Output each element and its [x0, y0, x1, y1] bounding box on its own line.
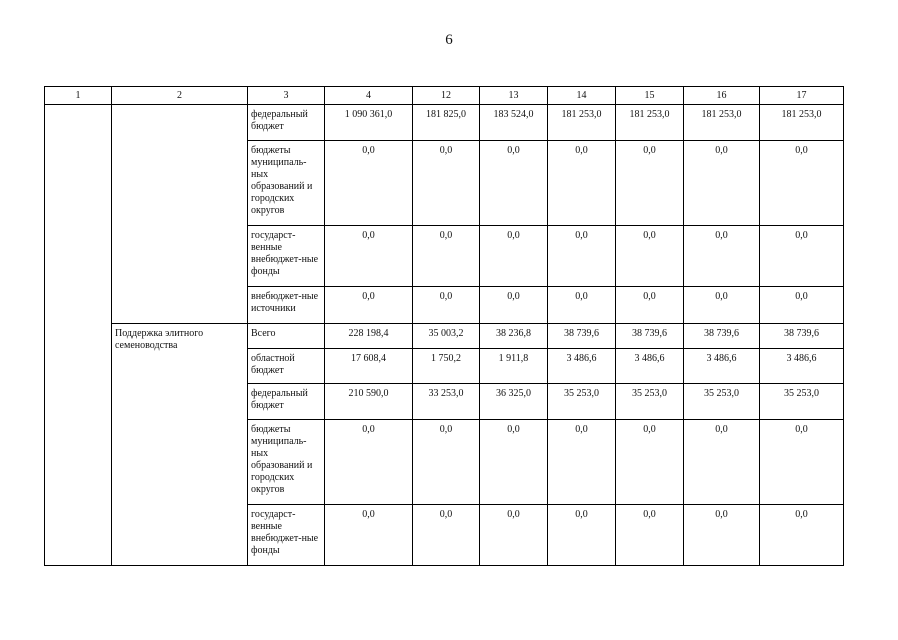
value-cell: 0,0: [413, 420, 480, 505]
value-cell: 181 253,0: [684, 105, 760, 141]
value-cell: 17 608,4: [325, 349, 413, 384]
value-cell: 0,0: [760, 420, 844, 505]
value-cell: 36 325,0: [480, 384, 548, 420]
value-cell: 0,0: [325, 420, 413, 505]
value-cell: 0,0: [616, 287, 684, 324]
value-cell: 0,0: [413, 505, 480, 566]
header-row: [45, 87, 844, 105]
header-cell: 1: [45, 87, 112, 105]
value-cell: 0,0: [480, 141, 548, 226]
value-cell: 0,0: [684, 420, 760, 505]
funding-source: государст-венные внебюджет-ные фонды: [248, 226, 325, 287]
value-cell: 3 486,6: [548, 349, 616, 384]
funding-source: областной бюджет: [248, 349, 325, 384]
value-cell: 33 253,0: [413, 384, 480, 420]
budget-table: [44, 86, 844, 566]
header-cell: 3: [248, 87, 325, 105]
value-cell: 0,0: [413, 287, 480, 324]
value-cell: 0,0: [325, 226, 413, 287]
value-cell: 38 739,6: [684, 324, 760, 349]
value-cell: 38 739,6: [616, 324, 684, 349]
value-cell: 0,0: [548, 226, 616, 287]
value-cell: 1 750,2: [413, 349, 480, 384]
value-cell: 35 253,0: [760, 384, 844, 420]
value-cell: 3 486,6: [760, 349, 844, 384]
value-cell: 38 739,6: [548, 324, 616, 349]
value-cell: 0,0: [760, 226, 844, 287]
value-cell: 38 739,6: [760, 324, 844, 349]
funding-source: бюджеты муниципаль-ных образований и городских округов: [248, 420, 325, 505]
value-cell: 35 253,0: [616, 384, 684, 420]
value-cell: 0,0: [548, 505, 616, 566]
funding-source: государст-венные внебюджет-ные фонды: [248, 505, 325, 566]
value-cell: 0,0: [325, 505, 413, 566]
value-cell: 0,0: [616, 420, 684, 505]
value-cell: 0,0: [760, 505, 844, 566]
value-cell: 0,0: [616, 141, 684, 226]
page-number: 6: [445, 32, 453, 48]
funding-source: внебюджет-ные источники: [248, 287, 325, 324]
value-cell: 0,0: [325, 141, 413, 226]
value-cell: 0,0: [760, 287, 844, 324]
header-cell: 15: [616, 87, 684, 105]
value-cell: 0,0: [760, 141, 844, 226]
value-cell: 0,0: [616, 226, 684, 287]
header-cell: 17: [760, 87, 844, 105]
value-cell: 181 253,0: [760, 105, 844, 141]
value-cell: 0,0: [325, 287, 413, 324]
value-cell: 181 253,0: [548, 105, 616, 141]
value-cell: 0,0: [684, 287, 760, 324]
value-cell: 0,0: [684, 141, 760, 226]
funding-source: бюджеты муниципаль-ных образований и городских округов: [248, 141, 325, 226]
value-cell: 0,0: [616, 505, 684, 566]
value-cell: 1 090 361,0: [325, 105, 413, 141]
value-cell: 0,0: [480, 287, 548, 324]
value-cell: 210 590,0: [325, 384, 413, 420]
value-cell: 35 253,0: [548, 384, 616, 420]
value-cell: 3 486,6: [684, 349, 760, 384]
value-cell: 0,0: [548, 420, 616, 505]
value-cell: 183 524,0: [480, 105, 548, 141]
value-cell: 35 253,0: [684, 384, 760, 420]
program-cell-empty: [112, 105, 248, 324]
value-cell: 3 486,6: [616, 349, 684, 384]
header-cell: 12: [413, 87, 480, 105]
table-row: [45, 324, 844, 349]
header-cell: 2: [112, 87, 248, 105]
value-cell: 181 825,0: [413, 105, 480, 141]
program-name: Поддержка элитного семеноводства: [112, 324, 248, 566]
header-cell: 13: [480, 87, 548, 105]
funding-source: федеральный бюджет: [248, 105, 325, 141]
value-cell: 0,0: [548, 141, 616, 226]
value-cell: 0,0: [413, 226, 480, 287]
value-cell: 0,0: [548, 287, 616, 324]
value-cell: 1 911,8: [480, 349, 548, 384]
value-cell: 35 003,2: [413, 324, 480, 349]
value-cell: 0,0: [684, 226, 760, 287]
funding-source: Всего: [248, 324, 325, 349]
value-cell: 0,0: [480, 420, 548, 505]
value-cell: 0,0: [413, 141, 480, 226]
value-cell: 181 253,0: [616, 105, 684, 141]
number-cell: [45, 105, 112, 566]
header-cell: 16: [684, 87, 760, 105]
header-cell: 14: [548, 87, 616, 105]
value-cell: 0,0: [684, 505, 760, 566]
value-cell: 0,0: [480, 505, 548, 566]
funding-source: федеральный бюджет: [248, 384, 325, 420]
value-cell: 228 198,4: [325, 324, 413, 349]
value-cell: 38 236,8: [480, 324, 548, 349]
value-cell: 0,0: [480, 226, 548, 287]
header-cell: 4: [325, 87, 413, 105]
table-row: [45, 105, 844, 141]
